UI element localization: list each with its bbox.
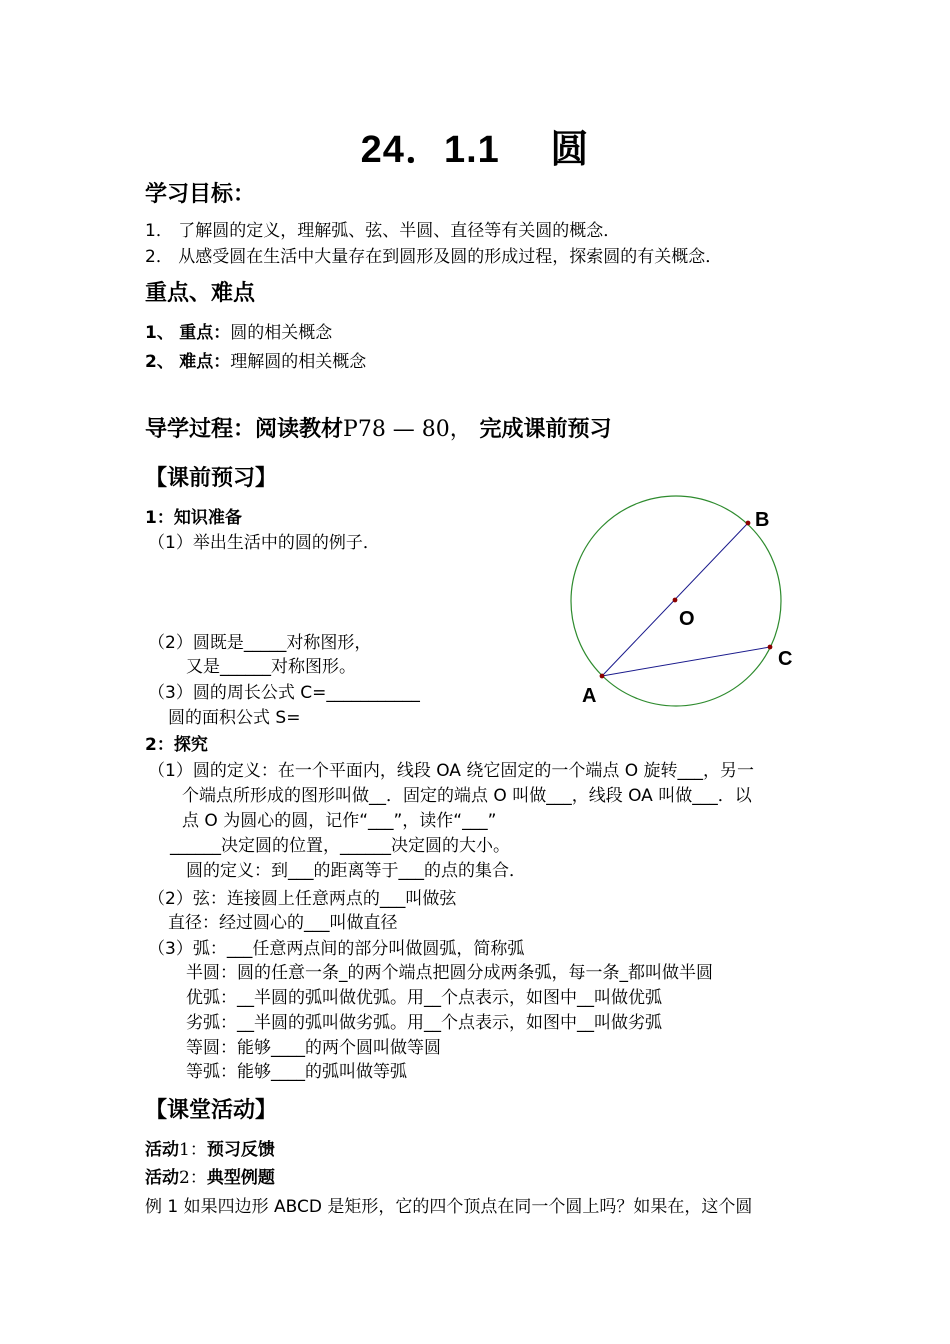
chord-line-2: 直径：经过圆心的___叫做直径 <box>168 913 398 933</box>
activity-2 <box>145 1163 275 1188</box>
point-b <box>746 521 751 526</box>
classroom-heading: 【课堂活动】 <box>145 1098 278 1123</box>
example-1: 例 1 如果四边形 ABCD 是矩形，它的四个顶点在同一个圆上吗？如果在，这个圆 <box>145 1197 753 1217</box>
question-2a: （2）圆既是_____对称图形， <box>148 633 372 653</box>
chord-line-1: （2）弦：连接圆上任意两点的___叫做弦 <box>148 889 457 909</box>
guide-heading-b: P78 — 80， <box>343 417 472 442</box>
chord-ac <box>602 647 770 676</box>
point-c <box>768 645 773 650</box>
keypoint-2-num: 2、 <box>145 352 174 372</box>
arc-line-6: 等弧：能够____的弧叫做等弧 <box>186 1062 407 1082</box>
goals-heading: 学习目标： <box>145 182 256 207</box>
keypoint-1-label: 重点： <box>179 323 231 343</box>
label-c: C <box>778 648 793 670</box>
keypoint-1 <box>145 318 332 343</box>
point-a <box>600 674 605 679</box>
activity-2-a: 活动 <box>145 1168 179 1188</box>
arc-line-1: （3）弧：___任意两点间的部分叫做圆弧，简称弧 <box>148 939 525 959</box>
activity-1 <box>145 1135 275 1160</box>
question-3a: （3）圆的周长公式 C=___________ <box>148 683 420 703</box>
question-1: （1）举出生活中的圆的例子． <box>148 533 380 553</box>
label-o: O <box>679 608 695 630</box>
page-title: 24．1.1 圆 <box>360 129 590 171</box>
guide-heading-c: 完成课前预习 <box>479 417 612 442</box>
activity-1-b: 1： <box>179 1140 207 1160</box>
keypoint-2 <box>145 347 366 372</box>
definition-line-1: （1）圆的定义：在一个平面内，线段 OA 绕它固定的一个端点 O 旋转___，另一 <box>148 761 755 781</box>
keypoint-2-label: 难点： <box>179 352 231 372</box>
activity-1-a: 活动 <box>145 1140 179 1160</box>
preview-heading: 【课前预习】 <box>145 466 278 491</box>
circle-figure <box>550 480 830 720</box>
definition-line-5: 圆的定义：到___的距离等于___的点的集合． <box>186 861 526 881</box>
guide-heading-a: 导学过程：阅读教材 <box>145 417 344 442</box>
definition-line-4: ______决定圆的位置，______决定圆的大小。 <box>170 836 510 856</box>
goal-item-1: 1． 了解圆的定义，理解弧、弦、半圆、直径等有关圆的概念． <box>145 221 621 241</box>
definition-line-3: 点 O 为圆心的圆，记作“___”，读作“___” <box>182 811 497 831</box>
keypoint-1-text: 圆的相关概念 <box>230 323 333 343</box>
keypoints-heading: 重点、难点 <box>145 281 256 306</box>
keypoint-2-text: 理解圆的相关概念 <box>230 352 367 372</box>
section2-title: 2：探究 <box>145 735 208 755</box>
activity-1-c: 预习反馈 <box>206 1140 275 1160</box>
goal-item-2: 2． 从感受圆在生活中大量存在到圆形及圆的形成过程，探索圆的有关概念． <box>145 247 723 267</box>
question-2b: 又是______对称图形。 <box>186 657 356 677</box>
activity-2-c: 典型例题 <box>206 1168 275 1188</box>
arc-line-4: 劣弧：__半圆的弧叫做劣弧。用__个点表示，如图中__叫做劣弧 <box>186 1013 662 1033</box>
label-a: A <box>582 685 597 707</box>
definition-line-2: 个端点所形成的图形叫做__．固定的端点 O 叫做___，线段 OA 叫做___．以 <box>182 786 752 806</box>
arc-line-2: 半圆：圆的任意一条_的两个端点把圆分成两条弧，每一条_都叫做半圆 <box>186 963 713 983</box>
arc-line-5: 等圆：能够____的两个圆叫做等圆 <box>186 1038 441 1058</box>
guide-heading <box>145 412 611 443</box>
section1-title: 1：知识准备 <box>145 508 242 528</box>
arc-line-3: 优弧：__半圆的弧叫做优弧。用__个点表示，如图中__叫做优弧 <box>186 988 662 1008</box>
keypoint-1-num: 1、 <box>145 323 174 343</box>
point-o <box>673 598 678 603</box>
activity-2-b: 2： <box>179 1168 207 1188</box>
question-3b: 圆的面积公式 S= <box>168 708 301 728</box>
label-b: B <box>755 509 770 531</box>
